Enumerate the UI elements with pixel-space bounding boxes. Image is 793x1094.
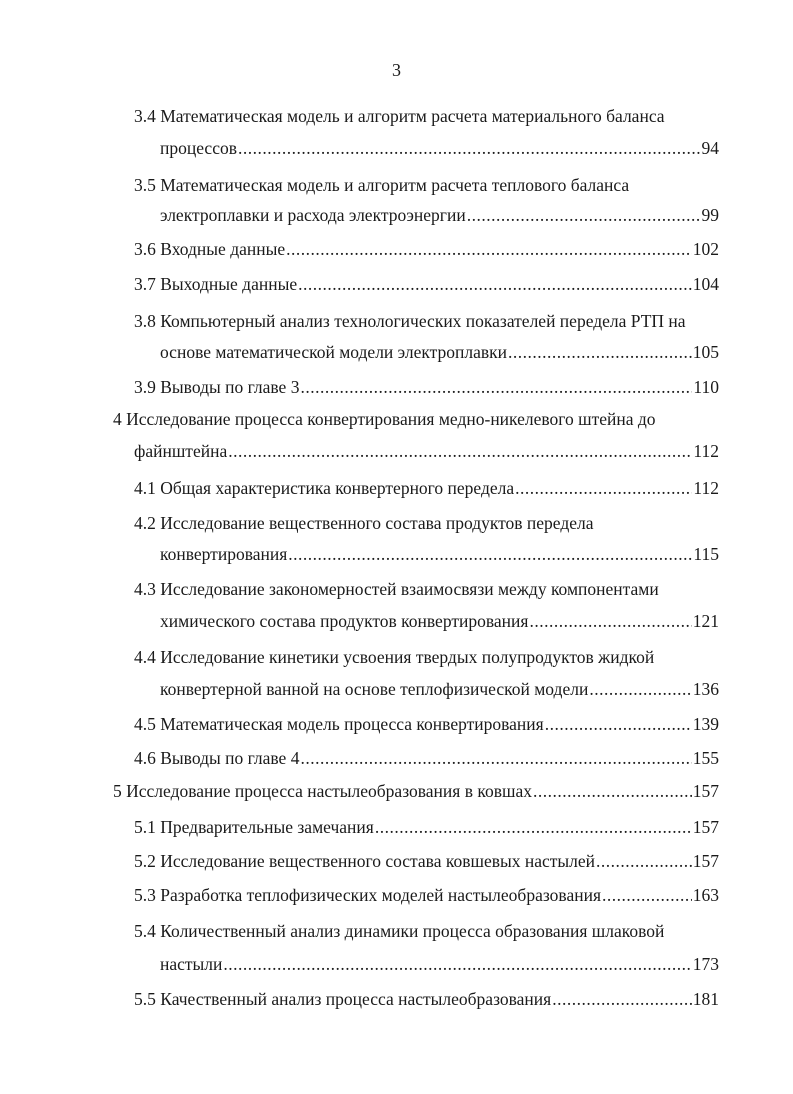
toc-entry-4-3-second-line xyxy=(160,610,719,632)
toc-page: 157 xyxy=(692,851,719,871)
toc-number: 5 xyxy=(113,781,122,801)
toc-number: 4.4 xyxy=(134,647,156,667)
dot-leader xyxy=(552,988,692,1010)
toc-title: Компьютерный анализ технологических показателей передела РТП на xyxy=(160,311,686,331)
toc-number: 3.5 xyxy=(134,175,156,195)
dot-leader xyxy=(228,440,692,462)
toc-title: Качественный анализ процесса настылеобразования xyxy=(160,989,552,1009)
toc-number: 4.1 xyxy=(134,478,156,498)
page-number: 3 xyxy=(392,60,401,80)
toc-entry-4-first-line xyxy=(113,408,656,430)
toc-title: Выводы по главе 4 xyxy=(160,748,300,768)
toc-title-continued: электроплавки и расхода электроэнергии xyxy=(160,205,466,225)
toc-title: Исследование процесса конвертирования медно-никелевого штейна до xyxy=(126,409,656,429)
toc-title: Общая характеристика конвертерного передела xyxy=(160,478,515,498)
dot-leader xyxy=(589,678,691,700)
toc-page: 181 xyxy=(692,989,719,1009)
toc-title: Математическая модель процесса конвертирования xyxy=(160,714,544,734)
toc-entry-3-8-first-line xyxy=(134,310,686,332)
toc-entry-5-1 xyxy=(134,816,719,838)
toc-page: 157 xyxy=(692,817,719,837)
toc-entry-5-4-first-line xyxy=(134,920,664,942)
toc-title: Исследование закономерностей взаимосвязи между компонентами xyxy=(160,579,659,599)
toc-entry-5-3 xyxy=(134,884,719,906)
toc-title: Исследование кинетики усвоения твердых полупродуктов жидкой xyxy=(160,647,655,667)
toc-number: 3.7 xyxy=(134,274,156,294)
dot-leader xyxy=(223,953,691,975)
toc-page: 163 xyxy=(692,885,719,905)
toc-entry-5-4-second-line xyxy=(160,953,719,975)
toc-entry-4-2-first-line xyxy=(134,512,594,534)
toc-page: 112 xyxy=(693,441,719,461)
toc-page: 157 xyxy=(692,781,719,801)
toc-number: 5.3 xyxy=(134,885,156,905)
toc-title: Исследование процесса настылеобразования в ковшах xyxy=(126,781,532,801)
toc-page: 139 xyxy=(692,714,719,734)
toc-title: Математическая модель и алгоритм расчета теплового баланса xyxy=(160,175,630,195)
toc-entry-4-1 xyxy=(134,477,719,499)
toc-page: 104 xyxy=(692,274,719,294)
toc-entry-4-6 xyxy=(134,747,719,769)
toc-title: Исследование вещественного состава ковшевых настылей xyxy=(160,851,596,871)
dot-leader xyxy=(515,477,692,499)
toc-page: 121 xyxy=(692,611,719,631)
toc-page: 110 xyxy=(693,377,719,397)
toc-page: 136 xyxy=(692,679,719,699)
toc-entry-3-5-second-line xyxy=(160,204,719,226)
toc-entry-3-4-first-line xyxy=(134,105,665,127)
toc-number: 4.5 xyxy=(134,714,156,734)
toc-page: 115 xyxy=(693,544,719,564)
toc-number: 5.1 xyxy=(134,817,156,837)
dot-leader xyxy=(238,137,701,159)
dot-leader xyxy=(375,816,692,838)
toc-title-continued: настыли xyxy=(160,954,223,974)
toc-number: 4.2 xyxy=(134,513,156,533)
toc-page: 173 xyxy=(692,954,719,974)
toc-title: Математическая модель и алгоритм расчета материального баланса xyxy=(160,106,665,126)
toc-title: Выводы по главе 3 xyxy=(160,377,300,397)
toc-title: Количественный анализ динамики процесса образования шлаковой xyxy=(160,921,665,941)
toc-entry-5-5 xyxy=(134,988,719,1010)
dot-leader xyxy=(596,850,692,872)
toc-entry-4-second-line xyxy=(134,440,719,462)
dot-leader xyxy=(602,884,692,906)
toc-number: 3.4 xyxy=(134,106,156,126)
toc-page: 102 xyxy=(692,239,719,259)
toc-entry-3-4-second-line xyxy=(160,137,719,159)
toc-page: 155 xyxy=(692,748,719,768)
toc-title-continued: файнштейна xyxy=(134,441,228,461)
toc-number: 5.2 xyxy=(134,851,156,871)
dot-leader xyxy=(298,273,692,295)
toc-number: 4 xyxy=(113,409,122,429)
toc-entry-3-7 xyxy=(134,273,719,295)
toc-entry-5-2 xyxy=(134,850,719,872)
toc-title: Входные данные xyxy=(160,239,286,259)
toc-number: 3.9 xyxy=(134,377,156,397)
dot-leader xyxy=(288,543,692,565)
toc-title-continued: конвертерной ванной на основе теплофизической модели xyxy=(160,679,589,699)
toc-page: 105 xyxy=(692,342,719,362)
toc-entry-5 xyxy=(113,780,719,802)
toc-number: 5.5 xyxy=(134,989,156,1009)
dot-leader xyxy=(300,376,692,398)
toc-number: 3.6 xyxy=(134,239,156,259)
toc-title-continued: конвертирования xyxy=(160,544,288,564)
toc-entry-3-5-first-line xyxy=(134,174,629,196)
toc-title: Исследование вещественного состава продуктов передела xyxy=(160,513,594,533)
toc-entry-3-6 xyxy=(134,238,719,260)
toc-entry-4-5 xyxy=(134,713,719,735)
toc-page: 112 xyxy=(693,478,719,498)
toc-title: Предварительные замечания xyxy=(160,817,374,837)
toc-entry-4-2-second-line xyxy=(160,543,719,565)
toc-title-continued: основе математической модели электроплавки xyxy=(160,342,508,362)
dot-leader xyxy=(300,747,691,769)
toc-entry-4-4-second-line xyxy=(160,678,719,700)
toc-page: 94 xyxy=(701,138,719,158)
toc-title: Разработка теплофизических моделей настылеобразования xyxy=(160,885,601,905)
dot-leader xyxy=(467,204,701,226)
dot-leader xyxy=(533,780,692,802)
dot-leader xyxy=(545,713,692,735)
toc-number: 4.3 xyxy=(134,579,156,599)
dot-leader xyxy=(508,341,692,363)
toc-number: 4.6 xyxy=(134,748,156,768)
toc-entry-4-3-first-line xyxy=(134,578,659,600)
toc-number: 3.8 xyxy=(134,311,156,331)
toc-entry-3-9 xyxy=(134,376,719,398)
dot-leader xyxy=(529,610,691,632)
toc-page: 99 xyxy=(701,205,719,225)
toc-number: 5.4 xyxy=(134,921,156,941)
toc-entry-4-4-first-line xyxy=(134,646,654,668)
toc-entry-3-8-second-line xyxy=(160,341,719,363)
toc-title-continued: химического состава продуктов конвертирования xyxy=(160,611,529,631)
toc-title: Выходные данные xyxy=(160,274,298,294)
dot-leader xyxy=(286,238,692,260)
toc-title-continued: процессов xyxy=(160,138,237,158)
